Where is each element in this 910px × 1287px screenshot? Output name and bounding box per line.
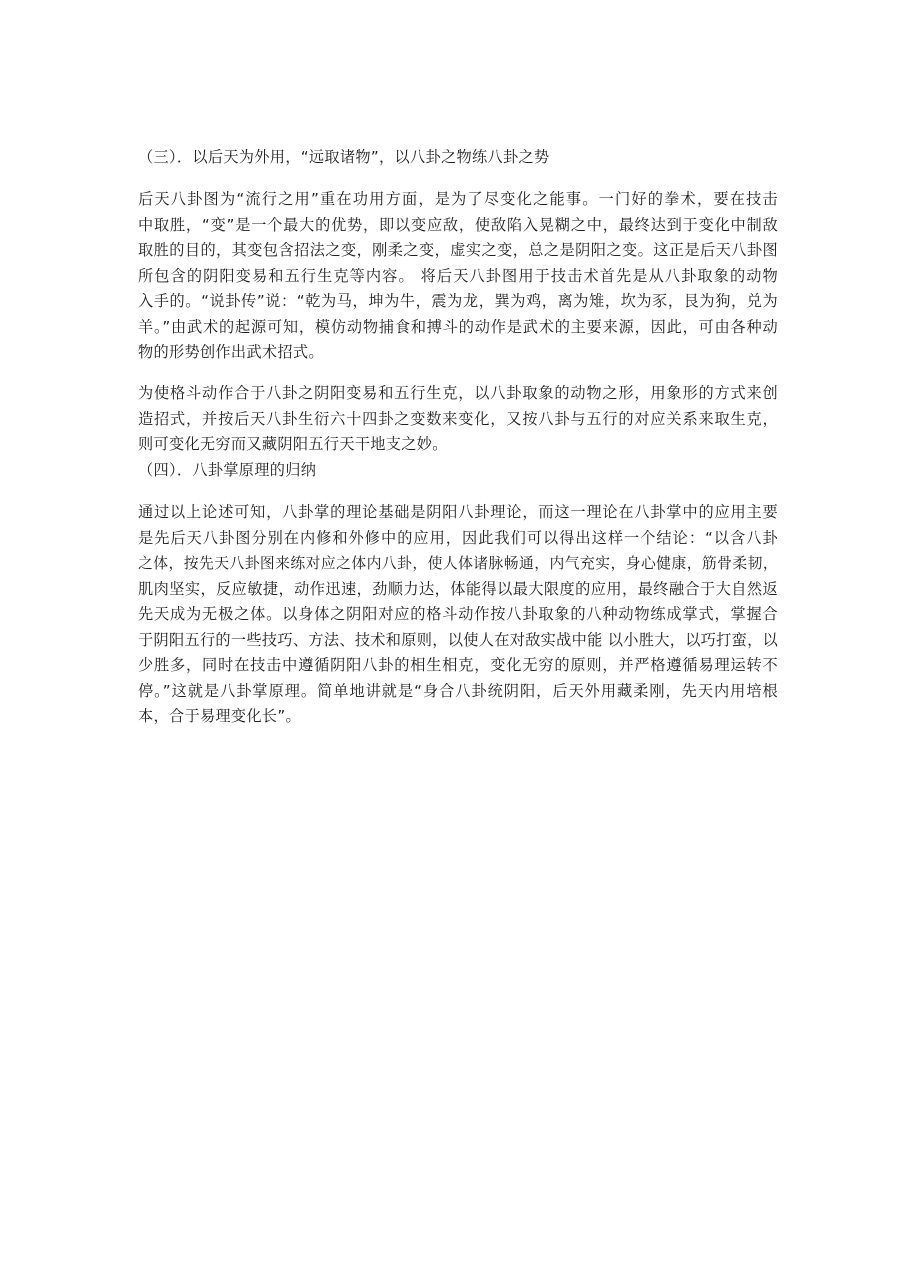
paragraph-3-line: 少胜多，同时在技击中遵循阴阳八卦的相生相克，变化无穷的原则，并严格遵循易理运转不 [138, 656, 778, 674]
paragraph-2 [138, 381, 778, 483]
paragraph-1 [138, 187, 778, 366]
paragraph-3-line: 肌肉坚实，反应敏捷，动作迅速，劲顺力达，体能得以最大限度的应用，最终融合于大自然返 [138, 579, 778, 598]
paragraph-2-line: 为使格斗动作合于八卦之阴阳变易和五行生克，以八卦取象的动物之形，用象形的方式来创 [138, 384, 778, 402]
paragraph-1-line: 后天八卦图为“流行之用”重在功用方面，是为了尽变化之能事。一门好的拳术，要在技击 [138, 190, 778, 208]
section-3-heading-text: （三）．以后天为外用，“远取诸物”，以八卦之物练八卦之势 [138, 148, 550, 166]
paragraph-3-line: 本，合于易理变化长”。 [138, 707, 302, 725]
paragraph-3-line: 先天成为无极之体。以身体之阴阳对应的格斗动作按八卦取象的八种动物练成掌式，掌握合 [138, 605, 778, 623]
paragraph-1-line: 所包含的阴阳变易和五行生克等内容。 将后天八卦图用于技击术首先是从八卦取象的动物 [138, 266, 778, 285]
paragraph-3-line: 于阴阳五行的一些技巧、方法、技术和原则，以使人在对敌实战中能 以小胜大，以巧打蛮，以 [138, 630, 779, 649]
section-3-heading [138, 145, 778, 171]
paragraph-3-line: 是先后天八卦图分别在内修和外修中的应用，因此我们可以得出这样一个结论：“以含八卦 [138, 528, 778, 547]
section-4-heading: （四）．八卦掌原理的归纳 [138, 460, 317, 479]
paragraph-3 [138, 500, 778, 730]
paragraph-1-line: 取胜的目的，其变包含招法之变，刚柔之变，虚实之变，总之是阴阳之变。这正是后天八卦图 [138, 241, 778, 259]
paragraph-3-line: 通过以上论述可知，八卦掌的理论基础是阴阳八卦理论，而这一理论在八卦掌中的应用主要 [138, 503, 778, 521]
paragraph-1-line: 物的形势创作出武术招式。 [138, 343, 324, 361]
paragraph-3-line: 之体，按先天八卦图来练对应之体内八卦，使人体诸脉畅通，内气充实，身心健康，筋骨柔韧， [138, 555, 778, 572]
paragraph-1-line: 羊。”由武术的起源可知，模仿动物捕食和搏斗的动作是武术的主要来源，因此，可由各种动 [138, 317, 778, 336]
paragraph-1-line: 入手的。“说卦传”说：“乾为马，坤为牛，震为龙，巽为鸡，离为雉，坎为豕，艮为狗，兑为 [138, 292, 778, 310]
paragraph-2-line: 造招式，并按后天八卦生衍六十四卦之变数来变化，又按八卦与五行的对应关系来取生克， [138, 409, 778, 428]
paragraph-3-line: 停。”这就是八卦掌原理。简单地讲就是“身合八卦统阴阳，后天外用藏柔刚，先天内用培根 [138, 681, 778, 700]
paragraph-2-line: 则可变化无穷而又藏阴阳五行天干地支之妙。 [138, 435, 448, 453]
paragraph-1-line: 中取胜，“变”是一个最大的优势，即以变应敌，使敌陷入晃糊之中，最终达到于变化中制敌 [138, 215, 778, 234]
